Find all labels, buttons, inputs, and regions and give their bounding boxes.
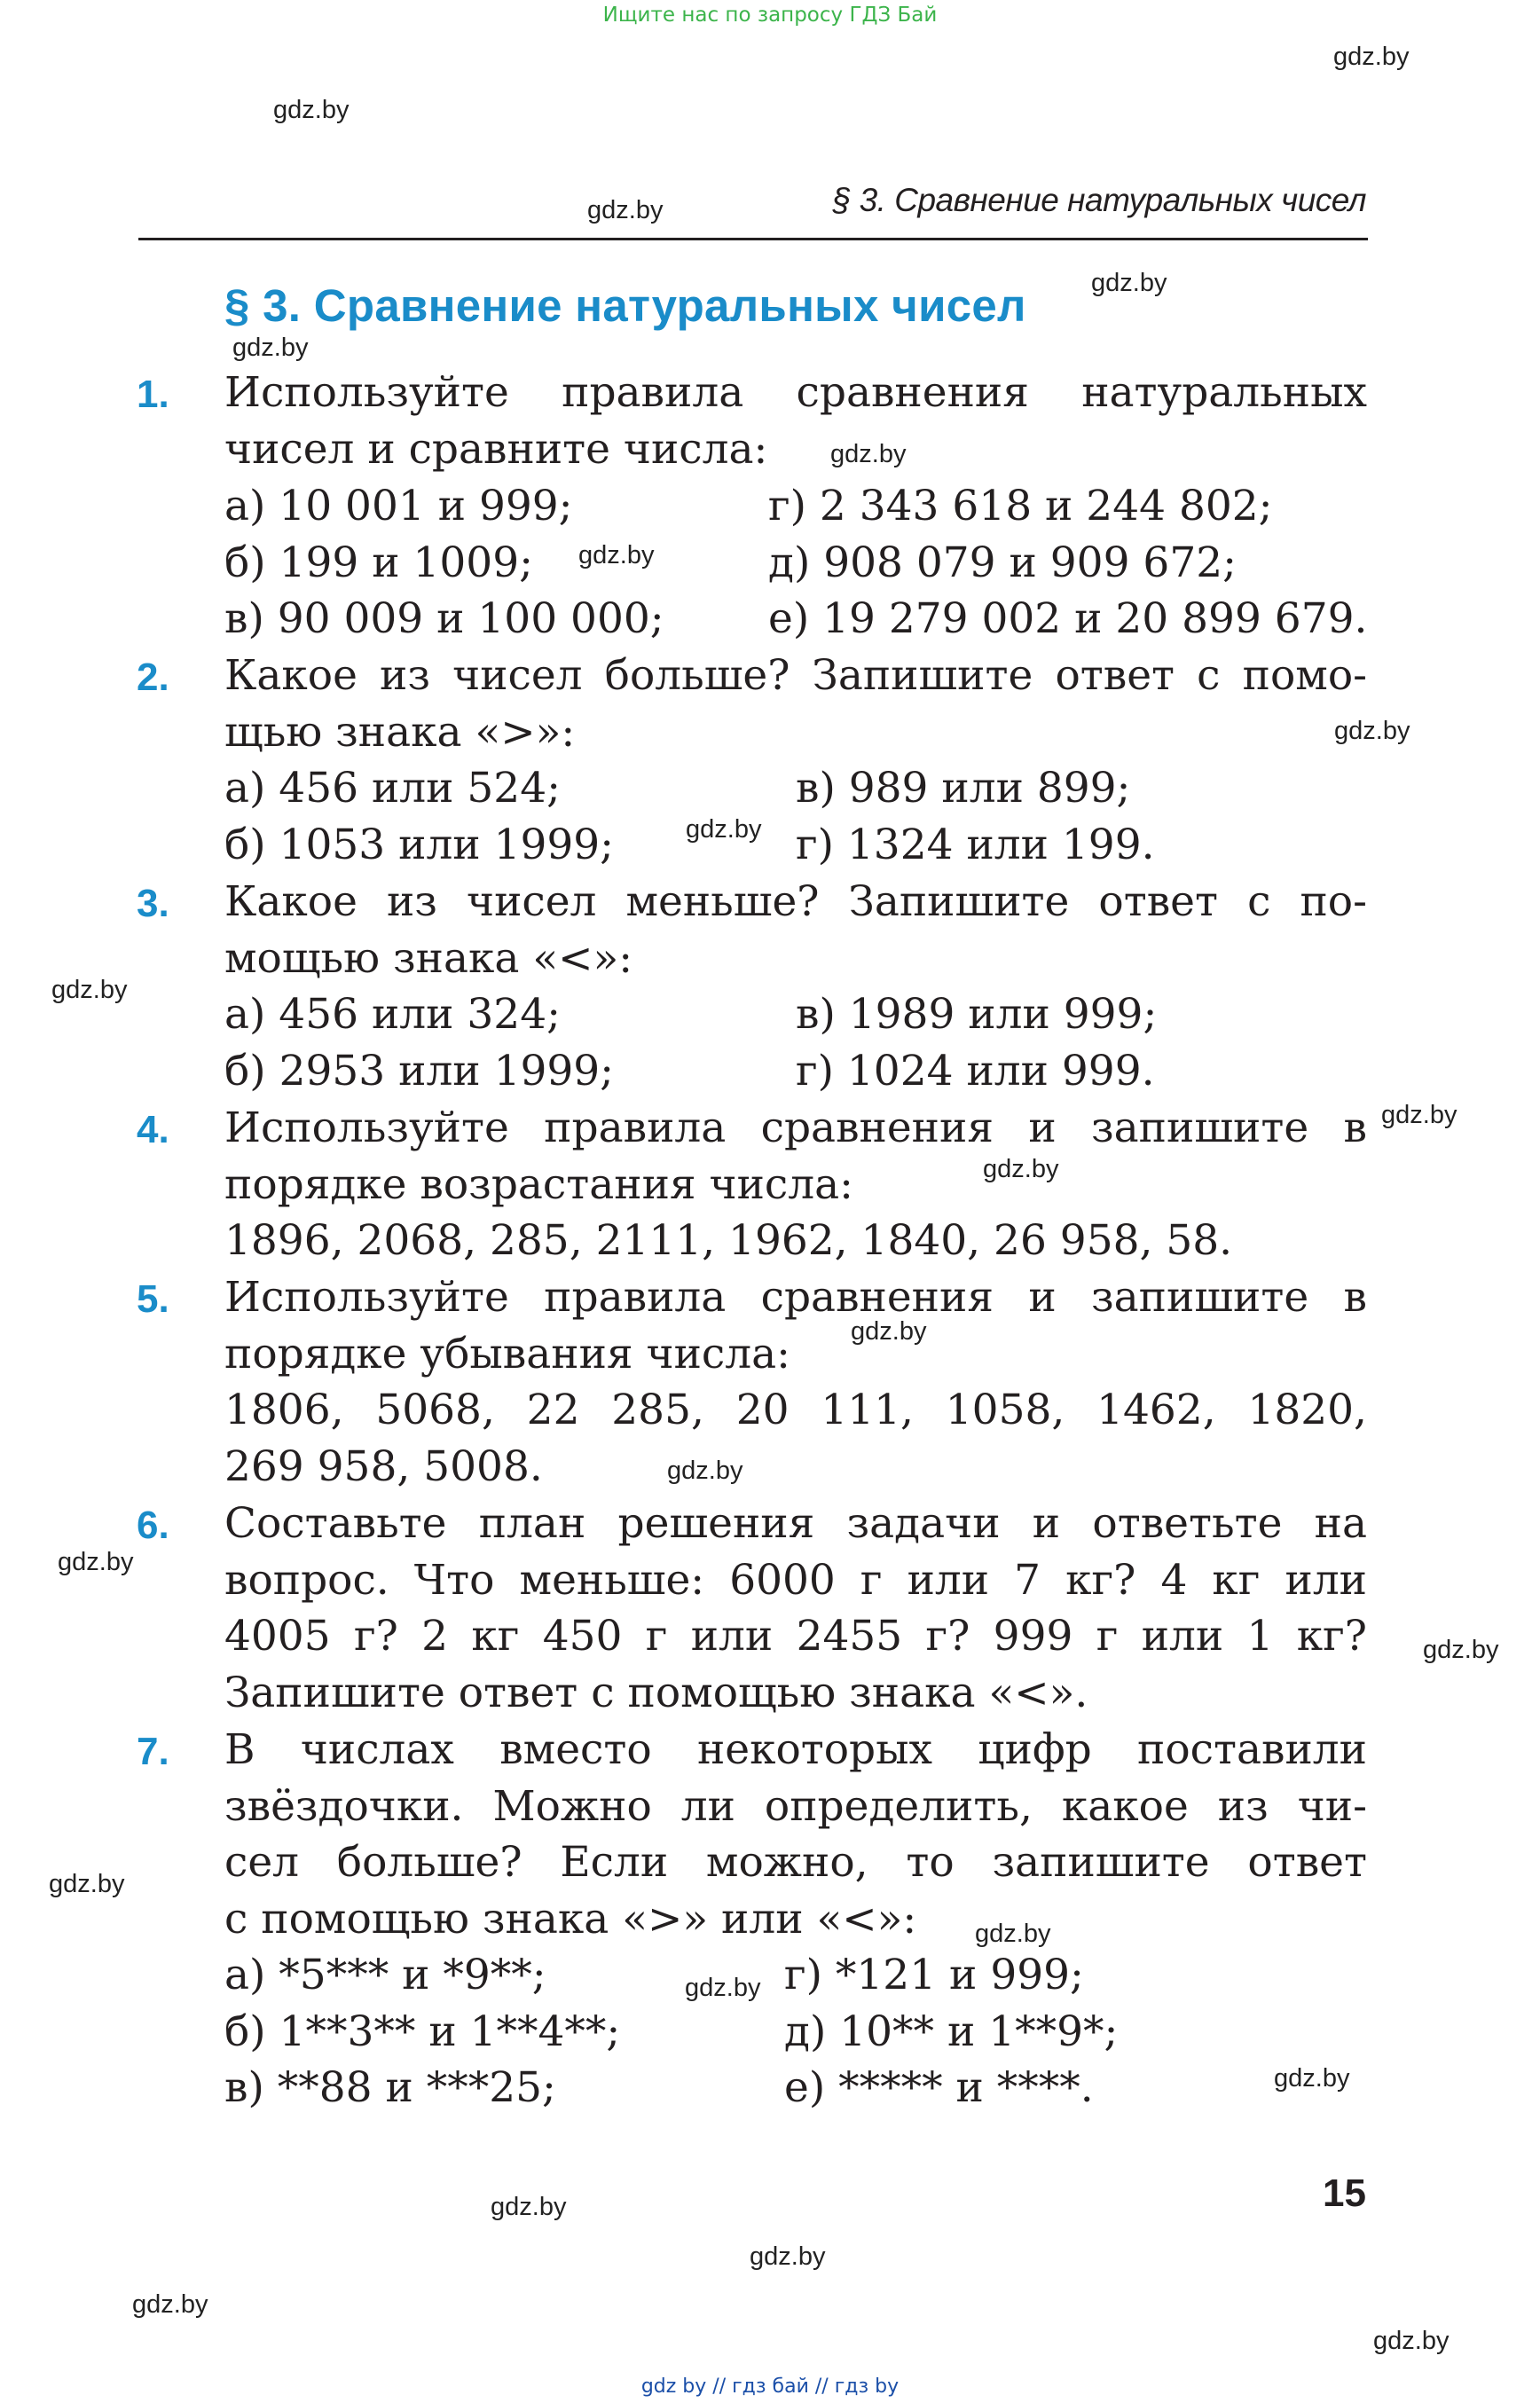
header-rule xyxy=(138,238,1368,240)
task-text-line: порядке убывания числа: xyxy=(224,1330,790,1378)
task-text-line: с помощью знака «>» или «<»: xyxy=(224,1895,917,1944)
task-item: г) 1024 или 999. xyxy=(796,1047,1155,1095)
watermark: gdz.by xyxy=(830,440,907,468)
watermark: gdz.by xyxy=(686,815,762,844)
watermark: gdz.by xyxy=(1333,43,1410,71)
watermark: gdz.by xyxy=(1091,269,1167,297)
task-item: а) 10 001 и 999; xyxy=(224,482,573,530)
watermark: gdz.by xyxy=(273,96,350,124)
task-item: а) *5*** и *9**; xyxy=(224,1951,546,1999)
running-header: § 3. Сравнение натуральных чисел xyxy=(832,182,1366,218)
task-number: 3. xyxy=(137,882,169,925)
task-item: б) 1**3** и 1**4**; xyxy=(224,2007,621,2056)
footer-link[interactable]: gdz by // гдз бай // гдз by xyxy=(640,2376,900,2398)
task-item: а) 456 или 524; xyxy=(224,764,561,813)
watermark: gdz.by xyxy=(491,2193,567,2221)
task-text-line: Используйте правила сравнения и запишите в xyxy=(224,1103,1367,1152)
watermark: gdz.by xyxy=(232,334,309,362)
task-number: 6. xyxy=(137,1504,169,1547)
watermark: gdz.by xyxy=(51,976,128,1004)
task-item: б) 2953 или 1999; xyxy=(224,1047,615,1095)
task-item: в) **88 и ***25; xyxy=(224,2063,556,2112)
task-item: е) ***** и ****. xyxy=(784,2063,1094,2112)
watermark: gdz.by xyxy=(975,1920,1051,1948)
watermark: gdz.by xyxy=(750,2242,826,2271)
task-text-line: чисел и сравните числа: xyxy=(224,425,768,474)
watermark: gdz.by xyxy=(49,1870,125,1898)
task-text-line: В числах вместо некоторых цифр поставили xyxy=(224,1725,1367,1774)
page-number: 15 xyxy=(1323,2171,1366,2215)
task-item: а) 456 или 324; xyxy=(224,990,561,1039)
task-text-line: Какое из чисел меньше? Запишите ответ с по- xyxy=(224,877,1367,926)
section-title: § 3. Сравнение натуральных чисел xyxy=(224,280,1026,331)
task-item: б) 1053 или 1999; xyxy=(224,821,615,869)
task-item: д) 10** и 1**9*; xyxy=(784,2007,1119,2056)
watermark: gdz.by xyxy=(132,2290,208,2319)
task-item: в) 989 или 899; xyxy=(796,764,1131,813)
watermark: gdz.by xyxy=(851,1317,927,1346)
watermark: gdz.by xyxy=(1334,717,1410,745)
watermark: gdz.by xyxy=(1423,1636,1499,1664)
task-item: е) 19 279 002 и 20 899 679. xyxy=(768,594,1368,643)
task-number: 7. xyxy=(137,1730,169,1773)
task-text-line: Используйте правила сравнения и запишите в xyxy=(224,1273,1367,1322)
task-text-line: мощью знака «<»: xyxy=(224,934,633,983)
watermark: gdz.by xyxy=(578,541,655,569)
task-number: 4. xyxy=(137,1108,169,1151)
watermark: gdz.by xyxy=(685,1974,761,2002)
task-text-line: 4005 г? 2 кг 450 г или 2455 г? 999 г или 1 кг? xyxy=(224,1612,1367,1661)
task-item: в) 90 009 и 100 000; xyxy=(224,594,664,643)
task-item: д) 908 079 и 909 672; xyxy=(768,538,1237,587)
task-text-line: щью знака «>»: xyxy=(224,708,576,757)
watermark: gdz.by xyxy=(587,196,664,224)
task-text-line: 1806, 5068, 22 285, 20 111, 1058, 1462, 1820, xyxy=(224,1386,1367,1434)
watermark: gdz.by xyxy=(1373,2327,1450,2355)
watermark: gdz.by xyxy=(1274,2064,1350,2093)
task-number: 2. xyxy=(137,656,169,699)
task-item: б) 199 и 1009; xyxy=(224,538,533,587)
task-text-line: звёздочки. Можно ли определить, какое из чи- xyxy=(224,1782,1367,1831)
task-text-line: Запишите ответ с помощью знака «<». xyxy=(224,1669,1088,1717)
task-text-line: порядке возрастания числа: xyxy=(224,1160,853,1209)
task-text-line: 1896, 2068, 285, 2111, 1962, 1840, 26 958, 58. xyxy=(224,1216,1233,1265)
task-text-line: вопрос. Что меньше: 6000 г или 7 кг? 4 кг или xyxy=(224,1556,1367,1605)
task-text-line: Составьте план решения задачи и ответьте на xyxy=(224,1499,1367,1548)
watermark: gdz.by xyxy=(58,1548,134,1576)
task-text-line: Используйте правила сравнения натуральных xyxy=(224,368,1367,417)
task-text-line: 269 958, 5008. xyxy=(224,1442,543,1491)
task-text-line: сел больше? Если можно, то запишите ответ xyxy=(224,1838,1367,1887)
task-number: 5. xyxy=(137,1277,169,1321)
task-item: г) 1324 или 199. xyxy=(796,821,1155,869)
task-number: 1. xyxy=(137,373,169,416)
task-item: г) 2 343 618 и 244 802; xyxy=(768,482,1273,530)
watermark: gdz.by xyxy=(983,1155,1059,1183)
task-text-line: Какое из чисел больше? Запишите ответ с помо- xyxy=(224,651,1367,700)
watermark: gdz.by xyxy=(1381,1101,1458,1129)
top-banner: Ищите нас по запросу ГДЗ Бай xyxy=(602,4,938,27)
watermark: gdz.by xyxy=(667,1457,743,1485)
task-item: г) *121 и 999; xyxy=(784,1951,1084,1999)
task-item: в) 1989 или 999; xyxy=(796,990,1158,1039)
